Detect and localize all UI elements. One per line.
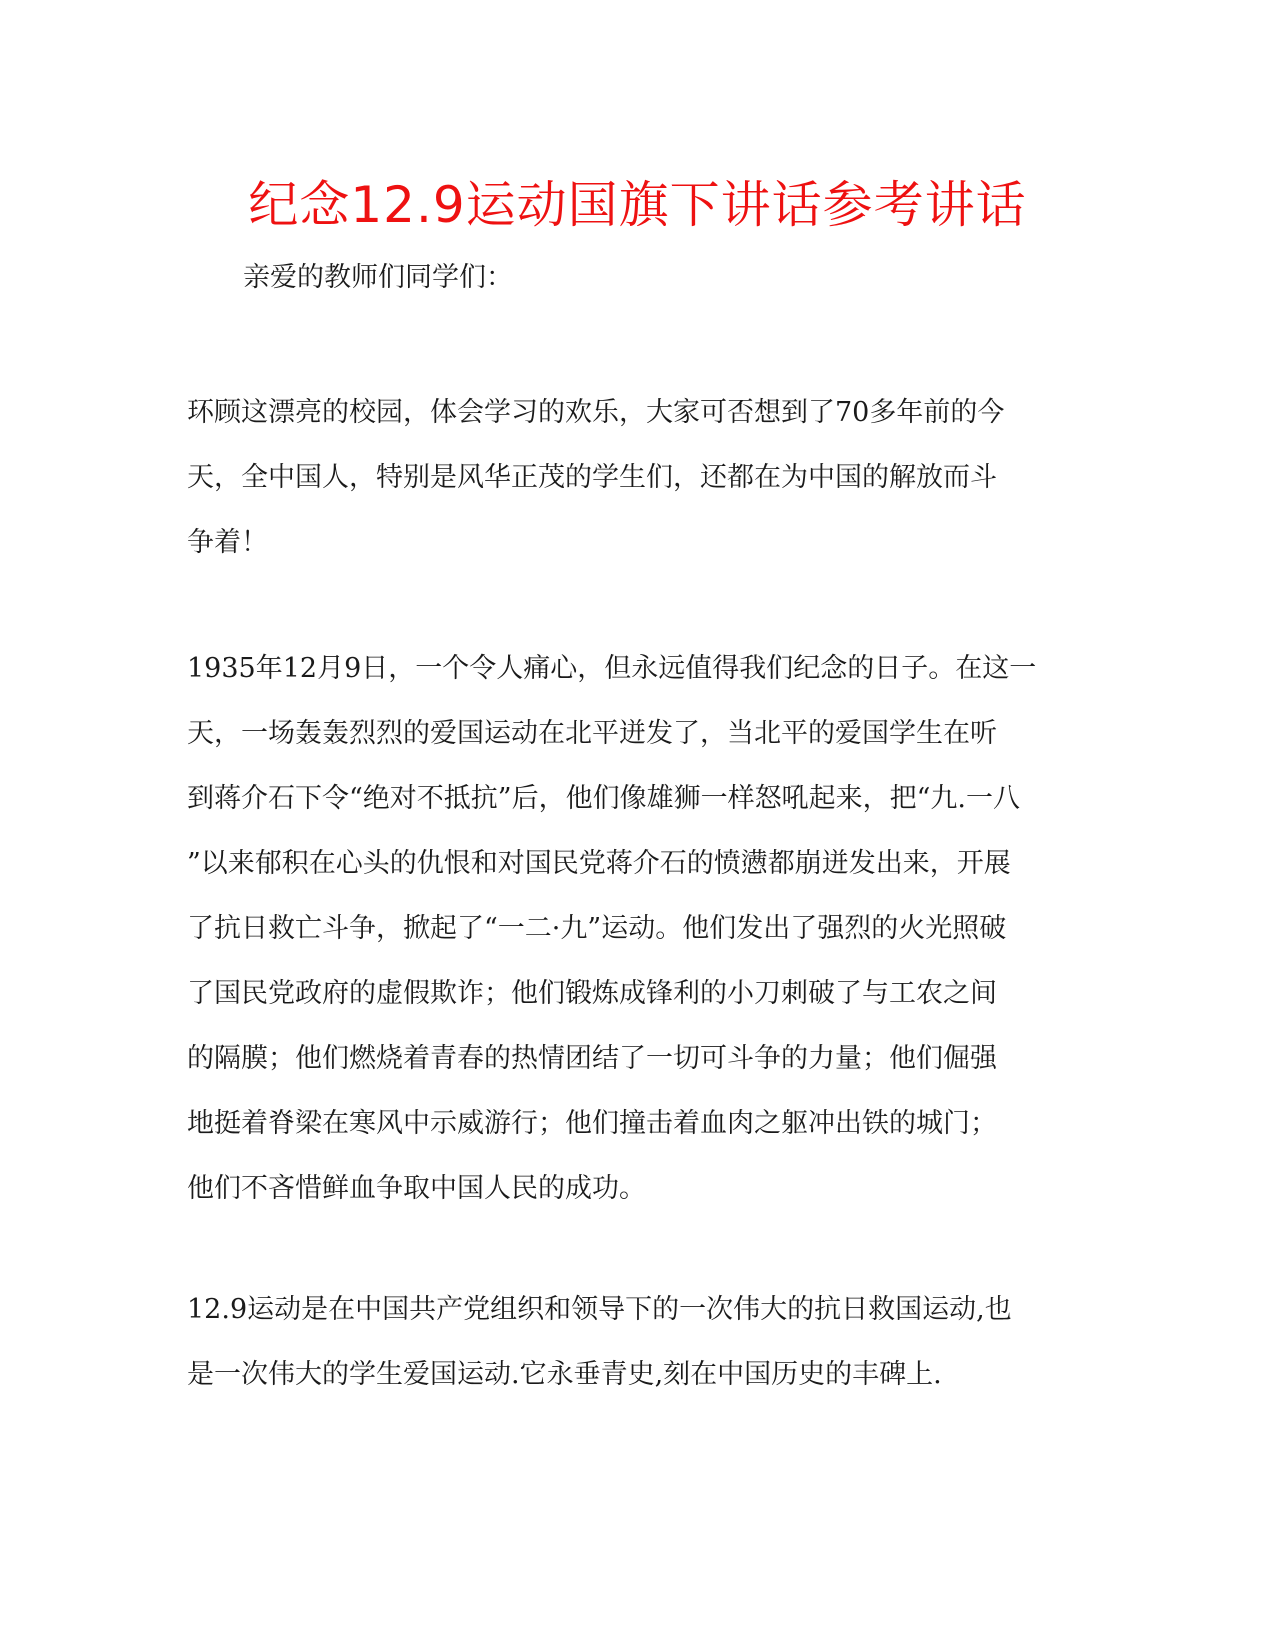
paragraph-line: 环顾这漂亮的校园，体会学习的欢乐，大家可否想到了70多年前的今 (187, 397, 1005, 428)
paragraph-1 (187, 380, 1087, 575)
paragraph-line: 是一次伟大的学生爱国运动.它永垂青史,刻在中国历史的丰碑上. (187, 1359, 942, 1390)
paragraph-line: 争着！ (187, 527, 268, 558)
paragraph-line: 12.9运动是在中国共产党组织和领导下的一次伟大的抗日救国运动,也 (187, 1294, 1012, 1325)
paragraph-line: 了国民党政府的虚假欺诈；他们锻炼成锋利的小刀刺破了与工农之间 (187, 978, 997, 1009)
paragraph-line: 他们不吝惜鲜血争取中国人民的成功。 (187, 1173, 646, 1204)
greeting-line: 亲爱的教师们同学们： (243, 262, 513, 293)
paragraph-line: 天，一场轰轰烈烈的爱国运动在北平迸发了，当北平的爱国学生在听 (187, 718, 997, 749)
paragraph-2 (187, 636, 1087, 1221)
paragraph-line: 地挺着脊梁在寒风中示威游行；他们撞击着血肉之躯冲出铁的城门； (187, 1108, 997, 1139)
paragraph-3 (187, 1277, 1087, 1407)
paragraph-line: 1935年12月9日，一个令人痛心，但永远值得我们纪念的日子。在这一 (187, 653, 1037, 684)
paragraph-line: 到蒋介石下令“绝对不抵抗”后，他们像雄狮一样怒吼起来，把“九.一八 (187, 783, 1020, 814)
document-title: 纪念12.9运动国旗下讲话参考讲话 (248, 176, 1027, 234)
paragraph-line: 的隔膜；他们燃烧着青春的热情团结了一切可斗争的力量；他们倔强 (187, 1043, 997, 1074)
paragraph-line: ”以来郁积在心头的仇恨和对国民党蒋介石的愤懑都崩迸发出来，开展 (187, 848, 1011, 879)
paragraph-line: 了抗日救亡斗争，掀起了“一二·九”运动。他们发出了强烈的火光照破 (187, 913, 1007, 944)
paragraph-line: 天，全中国人，特别是风华正茂的学生们，还都在为中国的解放而斗 (187, 462, 997, 493)
